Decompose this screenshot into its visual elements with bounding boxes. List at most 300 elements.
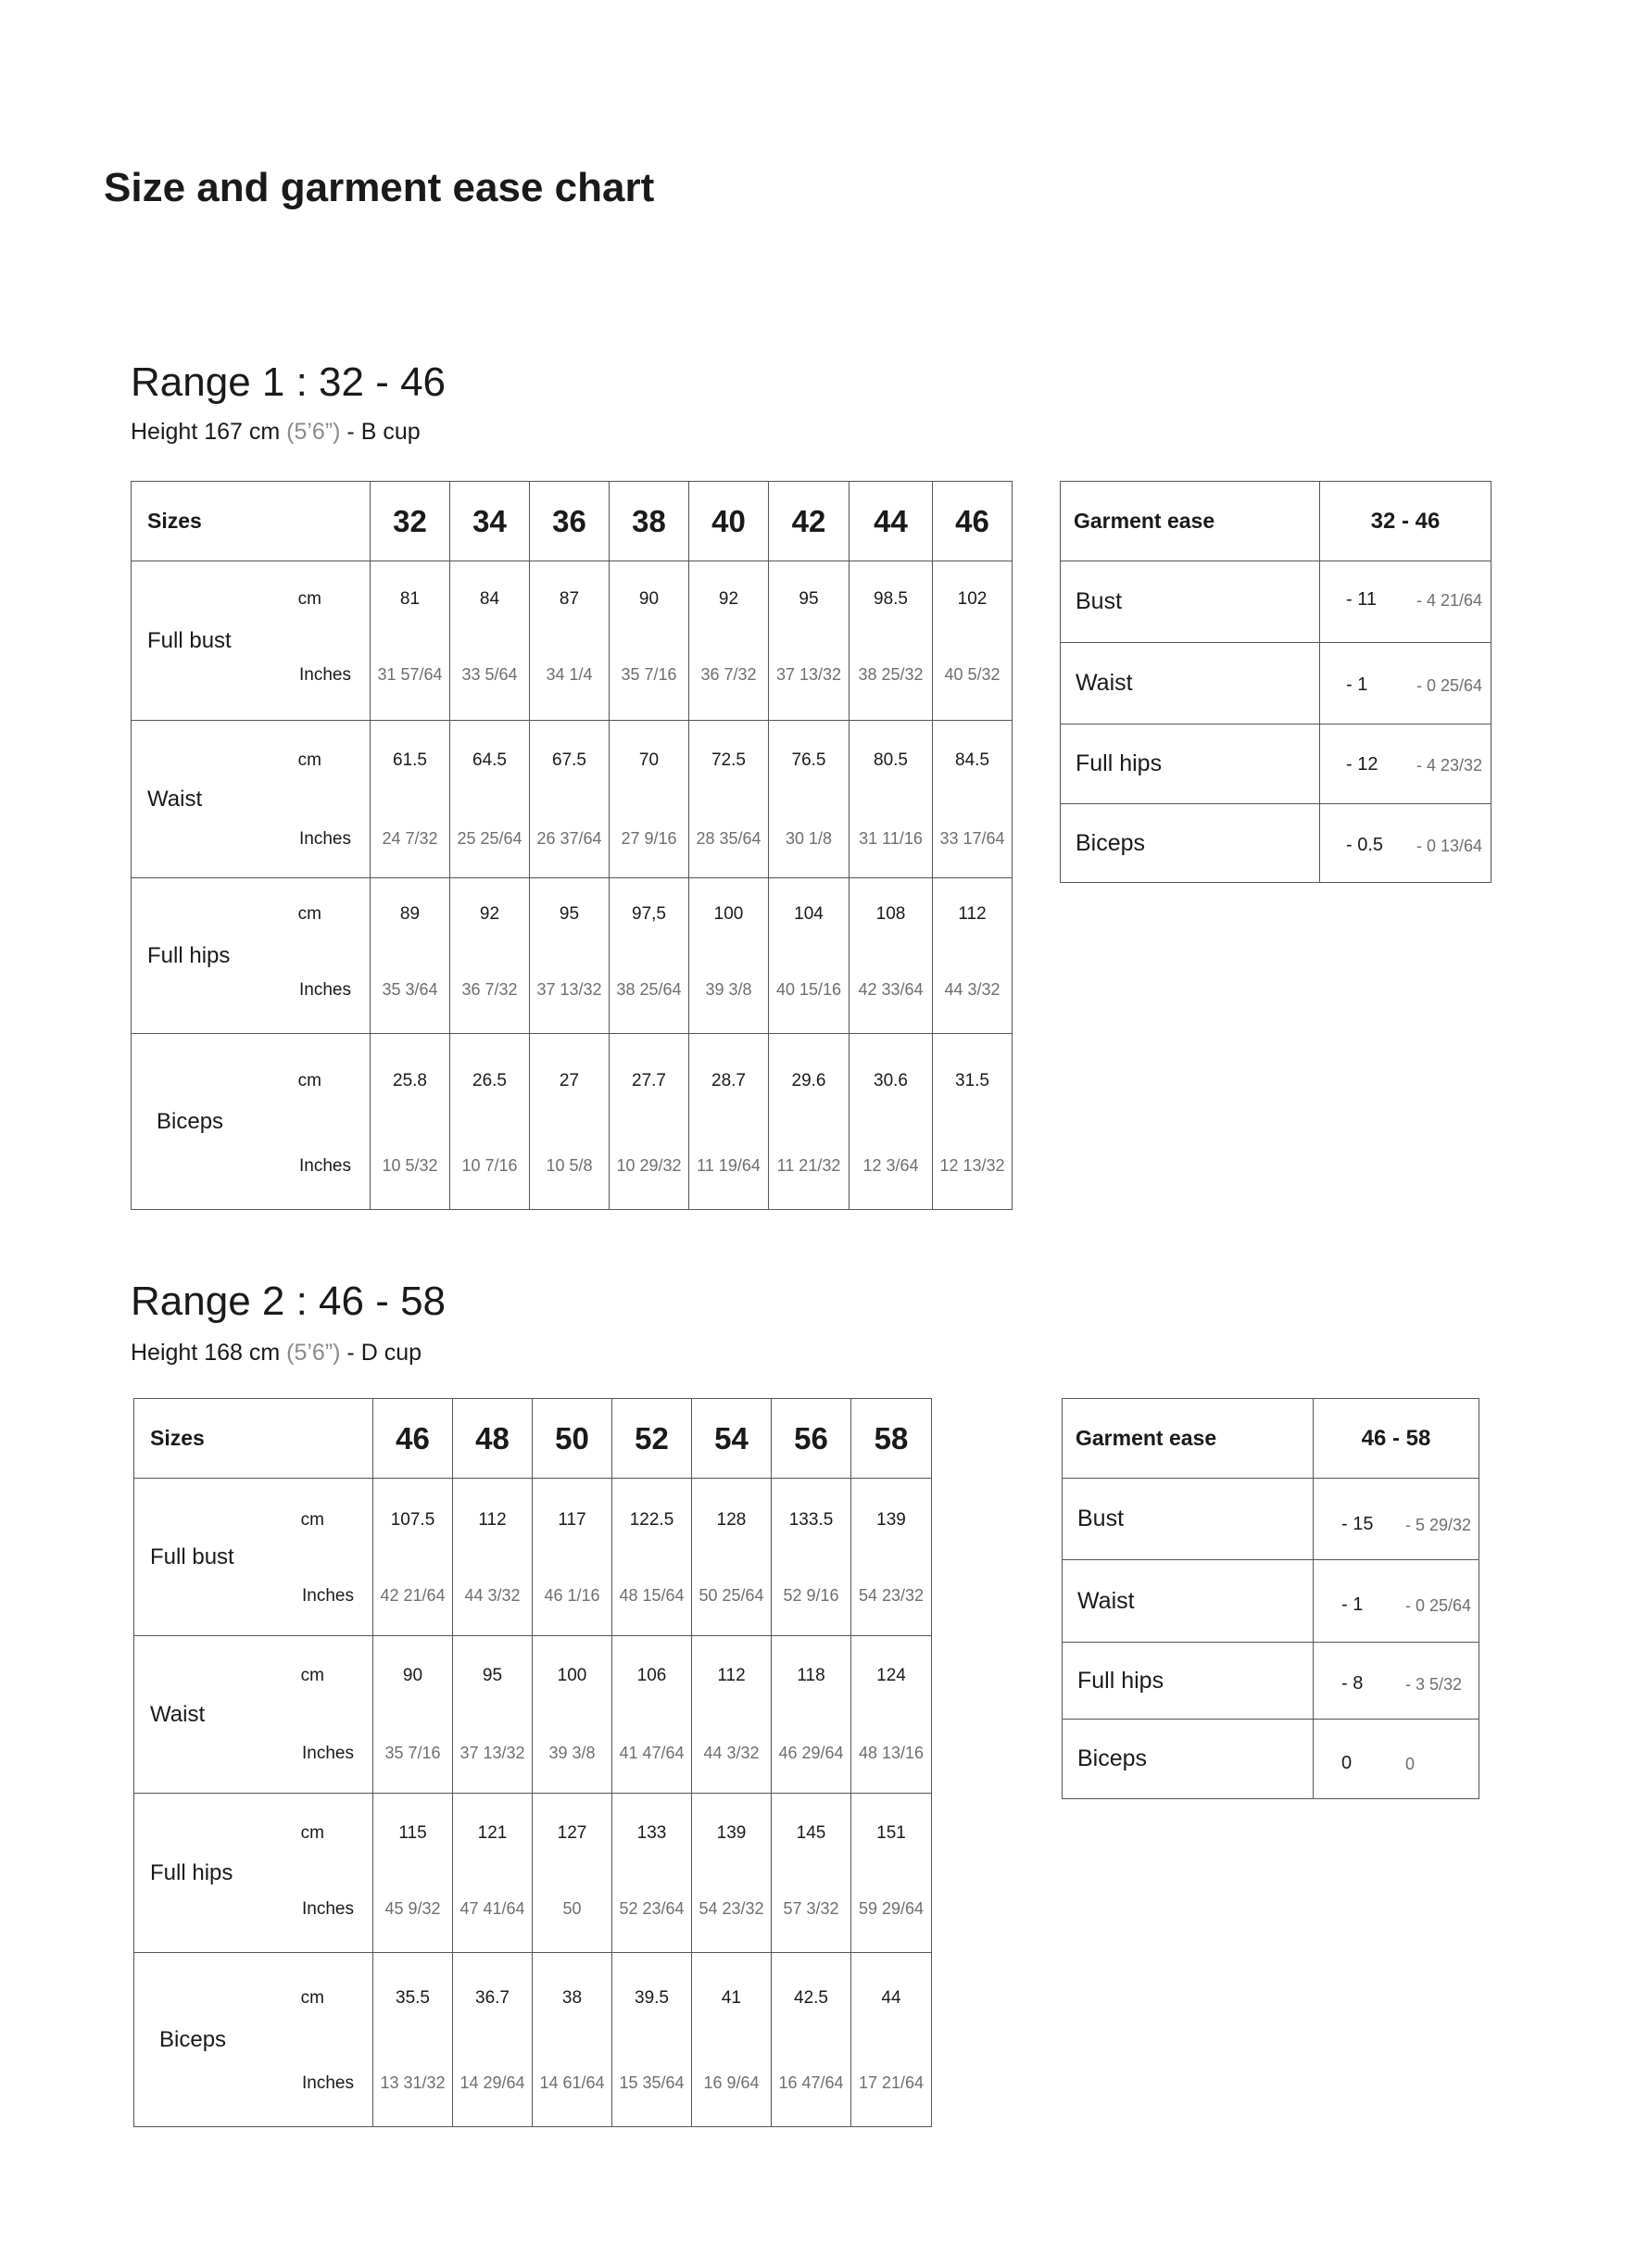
ease-value-cm: - 1 xyxy=(1346,674,1368,695)
range-2-height-imperial: (5’6”) xyxy=(286,1340,341,1366)
value-cm: 139 xyxy=(716,1823,747,1843)
range-1-size-table xyxy=(131,481,1013,1210)
measurement-name: Waist xyxy=(150,1701,206,1727)
measurement-row xyxy=(132,1034,1013,1210)
measurement-name: Full hips xyxy=(147,942,231,968)
ease-value-inches: - 0 13/64 xyxy=(1416,837,1483,855)
ease-value-cell xyxy=(1314,1643,1479,1720)
value-cell xyxy=(612,1794,692,1953)
value-cm: 121 xyxy=(477,1823,508,1843)
value-cell xyxy=(849,561,933,721)
page-title: Size and garment ease chart xyxy=(104,165,655,210)
value-cm: 84.5 xyxy=(955,750,989,770)
size-header-50: 50 xyxy=(533,1399,612,1479)
ease-header-row xyxy=(1061,482,1491,561)
value-cell xyxy=(851,1636,932,1794)
value-cell xyxy=(689,1034,769,1210)
measurement-row xyxy=(132,561,1013,721)
value-cm: 30.6 xyxy=(874,1071,908,1090)
value-cm: 76.5 xyxy=(791,750,826,770)
garment-ease-header: Garment ease xyxy=(1063,1399,1314,1479)
value-cm: 27.7 xyxy=(632,1071,666,1090)
value-cm: 122.5 xyxy=(629,1510,674,1530)
value-cell xyxy=(371,721,450,878)
value-cm: 26.5 xyxy=(472,1071,507,1090)
value-inches: 25 25/64 xyxy=(457,829,522,848)
value-cell xyxy=(450,721,530,878)
value-cell xyxy=(933,721,1013,878)
value-cm: 102 xyxy=(957,589,988,609)
value-cell xyxy=(371,1034,450,1210)
value-inches: 38 25/64 xyxy=(616,980,682,999)
value-cm: 117 xyxy=(558,1510,586,1530)
value-cell xyxy=(610,1034,689,1210)
value-inches: 16 9/64 xyxy=(703,2073,760,2092)
value-inches: 52 9/16 xyxy=(783,1586,839,1605)
value-inches: 26 37/64 xyxy=(536,829,602,848)
ease-value-cell xyxy=(1320,561,1491,643)
value-inches: 57 3/32 xyxy=(783,1899,839,1918)
value-cm: 104 xyxy=(794,904,824,924)
range-1-height-imperial: (5’6”) xyxy=(286,419,341,445)
value-cm: 127 xyxy=(557,1823,587,1843)
measurement-label-cell xyxy=(132,878,371,1034)
value-inches: 33 5/64 xyxy=(461,665,518,684)
ease-row xyxy=(1063,1479,1479,1560)
value-cell xyxy=(689,878,769,1034)
value-cm: 38 xyxy=(561,1988,583,2008)
value-cm: 39.5 xyxy=(635,1988,669,2008)
value-inches: 44 3/32 xyxy=(703,1744,760,1762)
ease-value-cm: - 8 xyxy=(1341,1673,1364,1694)
header-row xyxy=(134,1399,932,1479)
value-inches: 42 33/64 xyxy=(858,980,924,999)
value-cm: 133.5 xyxy=(788,1510,834,1530)
value-cell xyxy=(692,1794,772,1953)
ease-value-cell xyxy=(1314,1720,1479,1799)
size-header-42: 42 xyxy=(769,482,849,561)
ease-value-inches: - 3 5/32 xyxy=(1405,1675,1463,1694)
value-cm: 89 xyxy=(399,904,421,924)
value-inches: 35 3/64 xyxy=(382,980,438,999)
unit-cm-label: cm xyxy=(297,1071,321,1090)
ease-measurement-name: Full hips xyxy=(1061,724,1320,804)
unit-inches-label: Inches xyxy=(302,2073,354,2093)
range-2-height: Height 168 cm xyxy=(131,1340,287,1366)
unit-cm-label: cm xyxy=(300,1988,324,2008)
value-cm: 95 xyxy=(482,1666,503,1685)
measurement-name: Full hips xyxy=(150,1859,233,1885)
value-cell xyxy=(689,721,769,878)
size-header-48: 48 xyxy=(453,1399,533,1479)
ease-measurement-name: Bust xyxy=(1061,561,1320,643)
value-cm: 64.5 xyxy=(472,750,507,770)
value-cm: 72.5 xyxy=(711,750,746,770)
measurement-label-cell xyxy=(132,721,371,878)
ease-row xyxy=(1063,1720,1479,1799)
value-cm: 106 xyxy=(636,1666,667,1685)
value-cell xyxy=(610,561,689,721)
size-header-52: 52 xyxy=(612,1399,692,1479)
value-inches: 12 3/64 xyxy=(862,1156,919,1175)
sizes-header: Sizes xyxy=(132,482,371,561)
value-inches: 15 35/64 xyxy=(619,2073,685,2092)
value-cell xyxy=(849,1034,933,1210)
value-inches: 14 61/64 xyxy=(539,2073,605,2092)
range-2-subtitle xyxy=(131,1340,422,1367)
value-cell xyxy=(533,1636,612,1794)
size-header-40: 40 xyxy=(689,482,769,561)
value-cell xyxy=(371,878,450,1034)
ease-row xyxy=(1061,643,1491,724)
ease-value-cm: - 1 xyxy=(1341,1594,1364,1615)
value-cell xyxy=(772,1794,851,1953)
value-cell xyxy=(450,878,530,1034)
measurement-label-cell xyxy=(134,1794,373,1953)
value-inches: 45 9/32 xyxy=(384,1899,441,1918)
value-cm: 31.5 xyxy=(955,1071,989,1090)
value-cm: 81 xyxy=(399,589,421,609)
range-2-title: Range 2 : 46 - 58 xyxy=(131,1279,447,1324)
measurement-label-cell xyxy=(132,561,371,721)
value-cell xyxy=(772,1636,851,1794)
value-inches: 12 13/32 xyxy=(939,1156,1005,1175)
ease-value-cm: 0 xyxy=(1341,1753,1353,1773)
value-inches: 10 7/16 xyxy=(461,1156,518,1175)
value-inches: 59 29/64 xyxy=(858,1899,925,1918)
value-cell xyxy=(450,1034,530,1210)
value-inches: 31 57/64 xyxy=(377,665,443,684)
value-cell xyxy=(933,878,1013,1034)
value-inches: 17 21/64 xyxy=(858,2073,925,2092)
value-inches: 10 5/8 xyxy=(546,1156,593,1175)
value-inches: 14 29/64 xyxy=(459,2073,525,2092)
unit-cm-label: cm xyxy=(300,1823,324,1843)
value-cm: 25.8 xyxy=(393,1071,427,1090)
unit-inches-label: Inches xyxy=(299,980,351,1000)
value-inches: 54 23/32 xyxy=(858,1586,925,1605)
value-cell xyxy=(692,1636,772,1794)
value-inches: 11 21/32 xyxy=(776,1156,841,1175)
value-cm: 98.5 xyxy=(874,589,908,609)
value-inches: 30 1/8 xyxy=(785,829,833,848)
value-inches: 42 21/64 xyxy=(380,1586,446,1605)
value-inches: 39 3/8 xyxy=(548,1744,596,1762)
value-inches: 38 25/32 xyxy=(858,665,924,684)
value-cm: 90 xyxy=(638,589,660,609)
ease-value-inches: - 4 21/64 xyxy=(1416,591,1483,610)
value-inches: 46 1/16 xyxy=(544,1586,600,1605)
value-cm: 92 xyxy=(479,904,500,924)
value-cm: 41 xyxy=(721,1988,742,2008)
value-inches: 44 3/32 xyxy=(464,1586,521,1605)
measurement-name: Biceps xyxy=(159,2026,227,2052)
value-cell xyxy=(453,1794,533,1953)
value-inches: 37 13/32 xyxy=(536,980,602,999)
unit-inches-label: Inches xyxy=(299,1156,351,1176)
ease-value-inches: - 0 25/64 xyxy=(1405,1596,1472,1615)
value-cm: 151 xyxy=(876,1823,906,1843)
ease-measurement-name: Biceps xyxy=(1061,804,1320,883)
unit-cm-label: cm xyxy=(300,1510,324,1530)
value-cm: 112 xyxy=(478,1510,507,1530)
value-cm: 145 xyxy=(796,1823,826,1843)
unit-inches-label: Inches xyxy=(299,665,351,685)
ease-value-cell xyxy=(1314,1560,1479,1643)
value-cell xyxy=(689,561,769,721)
value-cell xyxy=(453,1636,533,1794)
value-cm: 29.6 xyxy=(791,1071,826,1090)
range-1-ease-table xyxy=(1060,481,1491,883)
ease-measurement-name: Waist xyxy=(1063,1560,1314,1643)
value-cell xyxy=(692,1953,772,2127)
value-cell xyxy=(453,1479,533,1636)
value-cell xyxy=(373,1794,453,1953)
value-inches: 10 29/32 xyxy=(616,1156,682,1175)
ease-header-row xyxy=(1063,1399,1479,1479)
value-cell xyxy=(769,1034,849,1210)
value-cell xyxy=(533,1794,612,1953)
measurement-row xyxy=(134,1479,932,1636)
size-header-34: 34 xyxy=(450,482,530,561)
value-inches: 44 3/32 xyxy=(944,980,1000,999)
ease-value-cell xyxy=(1320,804,1491,883)
value-cell xyxy=(612,1479,692,1636)
value-cell xyxy=(450,561,530,721)
measurement-label-cell xyxy=(134,1636,373,1794)
range-1-title: Range 1 : 32 - 46 xyxy=(131,359,447,405)
value-cell xyxy=(851,1953,932,2127)
value-inches: 50 xyxy=(562,1899,582,1918)
value-inches: 48 13/16 xyxy=(858,1744,925,1762)
header-row xyxy=(132,482,1013,561)
value-cm: 97,5 xyxy=(632,904,666,924)
value-cm: 95 xyxy=(559,904,580,924)
value-inches: 11 19/64 xyxy=(697,1156,761,1175)
ease-value-inches: - 4 23/32 xyxy=(1416,756,1483,775)
ease-measurement-name: Waist xyxy=(1061,643,1320,724)
value-cm: 84 xyxy=(479,589,500,609)
value-cm: 35.5 xyxy=(396,1988,430,2008)
ease-value-inches: - 5 29/32 xyxy=(1405,1516,1472,1534)
size-header-56: 56 xyxy=(772,1399,851,1479)
value-cm: 139 xyxy=(876,1510,906,1530)
ease-measurement-name: Bust xyxy=(1063,1479,1314,1560)
value-cm: 87 xyxy=(559,589,580,609)
ease-range-header: 32 - 46 xyxy=(1320,482,1491,561)
measurement-label-cell xyxy=(134,1479,373,1636)
value-cell xyxy=(453,1953,533,2127)
value-cell xyxy=(610,721,689,878)
value-cm: 95 xyxy=(799,589,819,609)
ease-measurement-name: Biceps xyxy=(1063,1720,1314,1799)
value-inches: 48 15/64 xyxy=(619,1586,685,1605)
value-inches: 37 13/32 xyxy=(775,665,842,684)
value-inches: 16 47/64 xyxy=(778,2073,844,2092)
unit-cm-label: cm xyxy=(297,904,321,924)
value-cell xyxy=(612,1953,692,2127)
measurement-name: Full bust xyxy=(147,627,232,653)
value-cm: 90 xyxy=(402,1666,423,1685)
value-cm: 61.5 xyxy=(393,750,427,770)
ease-row xyxy=(1061,724,1491,804)
size-header-58: 58 xyxy=(851,1399,932,1479)
value-inches: 10 5/32 xyxy=(382,1156,438,1175)
value-cm: 42.5 xyxy=(794,1988,828,2008)
value-cm: 27 xyxy=(559,1071,580,1090)
value-cm: 107.5 xyxy=(390,1510,435,1530)
size-header-38: 38 xyxy=(610,482,689,561)
value-inches: 13 31/32 xyxy=(380,2073,446,2092)
range-1-height: Height 167 cm xyxy=(131,419,287,445)
value-inches: 39 3/8 xyxy=(705,980,752,999)
value-cell xyxy=(851,1479,932,1636)
value-cell xyxy=(612,1636,692,1794)
ease-row xyxy=(1061,561,1491,643)
value-cell xyxy=(530,1034,610,1210)
value-cell xyxy=(533,1479,612,1636)
sizes-header: Sizes xyxy=(134,1399,373,1479)
value-cell xyxy=(851,1794,932,1953)
value-cm: 100 xyxy=(713,904,744,924)
value-cell xyxy=(373,1479,453,1636)
value-cm: 128 xyxy=(716,1510,747,1530)
size-header-36: 36 xyxy=(530,482,610,561)
value-cm: 108 xyxy=(875,904,906,924)
value-inches: 34 1/4 xyxy=(546,665,593,684)
garment-ease-header: Garment ease xyxy=(1061,482,1320,561)
measurement-label-cell xyxy=(134,1953,373,2127)
value-cm: 36.7 xyxy=(475,1988,510,2008)
value-cm: 92 xyxy=(718,589,739,609)
measurement-row xyxy=(132,878,1013,1034)
value-cell xyxy=(530,878,610,1034)
value-cell xyxy=(692,1479,772,1636)
unit-cm-label: cm xyxy=(297,750,321,770)
size-header-46: 46 xyxy=(933,482,1013,561)
measurement-name: Biceps xyxy=(157,1108,224,1134)
range-2-ease-table xyxy=(1062,1398,1479,1799)
measurement-row xyxy=(134,1794,932,1953)
size-header-32: 32 xyxy=(371,482,450,561)
value-inches: 37 13/32 xyxy=(459,1744,525,1762)
ease-measurement-name: Full hips xyxy=(1063,1643,1314,1720)
value-inches: 50 25/64 xyxy=(698,1586,764,1605)
range-1-cup: - B cup xyxy=(340,419,421,445)
measurement-row xyxy=(134,1636,932,1794)
ease-value-cell xyxy=(1314,1479,1479,1560)
value-cell xyxy=(772,1953,851,2127)
unit-inches-label: Inches xyxy=(299,829,351,849)
value-inches: 47 41/64 xyxy=(459,1899,525,1918)
unit-inches-label: Inches xyxy=(302,1899,354,1919)
value-cm: 112 xyxy=(717,1666,746,1685)
value-inches: 40 5/32 xyxy=(944,665,1000,684)
value-inches: 27 9/16 xyxy=(621,829,677,848)
value-inches: 35 7/16 xyxy=(621,665,677,684)
measurement-row xyxy=(132,721,1013,878)
value-cm: 44 xyxy=(881,1988,901,2008)
unit-inches-label: Inches xyxy=(302,1586,354,1606)
range-1-subtitle xyxy=(131,419,421,446)
value-cell xyxy=(772,1479,851,1636)
value-cm: 100 xyxy=(557,1666,587,1685)
value-cell xyxy=(373,1636,453,1794)
value-cm: 70 xyxy=(638,750,660,770)
measurement-name: Waist xyxy=(147,786,203,812)
value-cm: 124 xyxy=(876,1666,906,1685)
value-cm: 118 xyxy=(797,1666,825,1685)
ease-row xyxy=(1061,804,1491,883)
value-inches: 54 23/32 xyxy=(698,1899,764,1918)
ease-value-cm: - 0.5 xyxy=(1346,835,1384,855)
size-header-46: 46 xyxy=(373,1399,453,1479)
value-cell xyxy=(610,878,689,1034)
value-inches: 36 7/32 xyxy=(461,980,518,999)
value-cell xyxy=(769,878,849,1034)
ease-value-cell xyxy=(1320,643,1491,724)
value-inches: 46 29/64 xyxy=(778,1744,844,1762)
value-cell xyxy=(373,1953,453,2127)
value-inches: 35 7/16 xyxy=(384,1744,441,1762)
ease-row xyxy=(1063,1643,1479,1720)
value-inches: 24 7/32 xyxy=(382,829,438,848)
value-cm: 80.5 xyxy=(874,750,908,770)
ease-value-inches: - 0 25/64 xyxy=(1416,676,1483,695)
size-header-54: 54 xyxy=(692,1399,772,1479)
value-inches: 41 47/64 xyxy=(619,1744,685,1762)
range-2-cup: - D cup xyxy=(340,1340,422,1366)
unit-cm-label: cm xyxy=(300,1666,324,1685)
measurement-row xyxy=(134,1953,932,2127)
ease-value-cm: - 11 xyxy=(1346,589,1377,610)
unit-cm-label: cm xyxy=(297,589,321,609)
ease-range-header: 46 - 58 xyxy=(1314,1399,1479,1479)
value-inches: 40 15/16 xyxy=(775,980,842,999)
measurement-label-cell xyxy=(132,1034,371,1210)
value-cm: 28.7 xyxy=(711,1071,746,1090)
value-cm: 67.5 xyxy=(552,750,586,770)
value-inches: 36 7/32 xyxy=(700,665,757,684)
ease-row xyxy=(1063,1560,1479,1643)
value-inches: 33 17/64 xyxy=(939,829,1005,848)
value-cm: 133 xyxy=(636,1823,667,1843)
value-inches: 31 11/16 xyxy=(859,829,923,848)
range-2-size-table xyxy=(133,1398,932,2127)
size-header-44: 44 xyxy=(849,482,933,561)
ease-value-cell xyxy=(1320,724,1491,804)
value-cell xyxy=(849,721,933,878)
value-cell xyxy=(849,878,933,1034)
value-cell xyxy=(769,721,849,878)
value-cell xyxy=(769,561,849,721)
value-cell xyxy=(933,1034,1013,1210)
value-cell xyxy=(530,721,610,878)
value-cell xyxy=(371,561,450,721)
value-cell xyxy=(933,561,1013,721)
value-inches: 52 23/64 xyxy=(619,1899,685,1918)
measurement-name: Full bust xyxy=(150,1544,234,1569)
value-cell xyxy=(533,1953,612,2127)
ease-value-cm: - 15 xyxy=(1341,1514,1374,1534)
value-inches: 28 35/64 xyxy=(696,829,761,848)
unit-inches-label: Inches xyxy=(302,1744,354,1763)
value-cm: 115 xyxy=(398,1823,427,1843)
value-cell xyxy=(530,561,610,721)
ease-value-cm: - 12 xyxy=(1346,754,1378,775)
value-cm: 112 xyxy=(958,904,987,924)
ease-value-inches: 0 xyxy=(1405,1755,1416,1773)
